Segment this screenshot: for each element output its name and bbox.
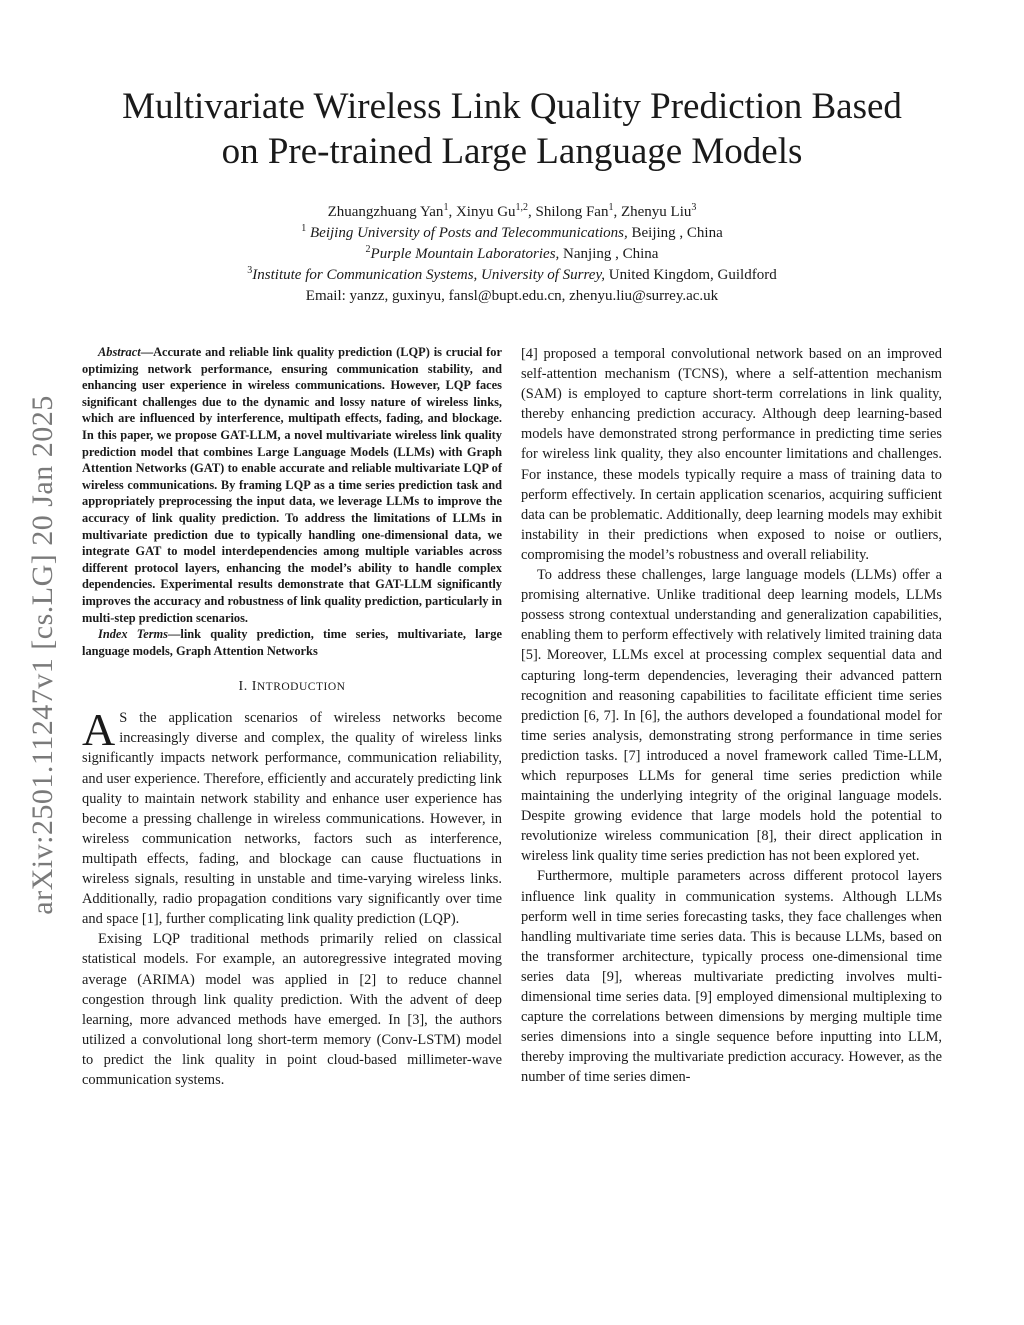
- affiliation-1: $^1$ Beijing University of Posts and Telecommunications, Beijing , China: [301, 223, 723, 241]
- author-affiliation-mark: 1: [443, 202, 449, 213]
- intro-paragraph-2: Exising LQP traditional methods primarily relied on classical statistical models. For example, an autoregressive integrated moving average (ARIMA) model was applied in [2] to reduce channel congestion through link quality prediction. With the advent of deep learning, more advanced methods have emerged. In [3], the authors utilized a convolutional long short-term memory (Conv-LSTM) model to predict the link quality in point cloud-based millimeter-wave communication systems.: [82, 931, 502, 1088]
- author-name: Shilong Fan: [535, 204, 609, 220]
- abstract-text: Accurate and reliable link quality prediction (LQP) is crucial for optimizing network performance, ensuring communication stability, and enhancing user experience in wireless communications. However, LQP faces significant challenges due to the dynamic and lossy nature of wireless links, which are influenced by interference, multipath effects, fading, and blockage. In this paper, we propose GAT-LLM, a novel multivariate wireless link quality prediction model that combines Large Language Models (LLMs) with Graph Attention Networks (GAT) to enable accurate and reliable multivariate LQP of wireless communications. By framing LQP as a time series prediction task and appropriately preprocessing the input data, we leverage LLMs to improve the accuracy of link quality prediction. To address the limitations of LLMs in multivariate prediction due to typically handling one-dimensional data, we integrate GAT to model interdependencies among multiple variables across different protocol layers, enhancing the model’s ability to handle complex dependencies. Experimental results demonstrate that GAT-LLM significantly improves the accuracy and robustness of link quality prediction, particularly in multi-step prediction scenarios.: [82, 345, 502, 625]
- author-list: Zhuangzhuang Yan$^1$, Xinyu Gu$^{1,2}$, Shilong Fan$^1$, Zhenyu Liu$^3$: [327, 202, 697, 220]
- drop-cap: A: [82, 704, 116, 756]
- author-name: Zhuangzhuang Yan: [327, 204, 444, 220]
- author-affiliation-mark: 3: [691, 202, 697, 213]
- abstract-label: Abstract: [98, 345, 141, 359]
- title-line-1: Multivariate Wireless Link Quality Prediction Based: [122, 86, 902, 127]
- intro-paragraph-3: [4] proposed a temporal convolutional network based on an improved self-attention mechanism (TCNS), where a self-attention mechanism (SAM) is employed to capture short-term correlations in link quality, thereby enhancing prediction accuracy. Although deep learning-based models have demonstrated strong performance in predicting time series for wireless link quality, they also encounter limitations and challenges. For instance, these models typically require a mass of training data to perform effectively. In certain application scenarios, acquiring sufficient data can be problematic. Additionally, deep learning models may exhibit instability in their predictions when exposed to noise or outliers, compromising the model’s robustness and overall reliability.: [521, 346, 942, 563]
- affiliation-2: $^2$Purple Mountain Laboratories, Nanjing , China: [365, 244, 659, 262]
- affiliation-3: $^3$Institute for Communication Systems, University of Surrey, United Kingdom, Guildford: [247, 265, 777, 283]
- index-terms: Index Terms—link quality prediction, time series, multivariate, large language models, Graph Attention Networks: [82, 627, 502, 658]
- author-emails: Email: yanzz, guxinyu, fansl@bupt.edu.cn, zhenyu.liu@surrey.ac.uk: [305, 288, 719, 304]
- paper-title: [0, 84, 1024, 174]
- index-terms-text: link quality prediction, time series, multivariate, large language models, Graph Attention Networks: [82, 627, 502, 658]
- intro-paragraph-1: A S the application scenarios of wireless networks become increasingly diverse and complex, the quality of wireless links significantly impacts network performance, communication reliability, and user experience. Therefore, efficiently and accurately predicting link quality to maintain network stability and enhance user experience has become a pressing challenge in wireless communications. However, in wireless communication networks, factors such as interference, multipath effects, fading, and blockage can cause fluctuations in wireless signals, resulting in unstable and time-varying wireless links. Additionally, radio propagation conditions vary significantly over time and space [1], further complicating link quality prediction (LQP).: [82, 704, 502, 928]
- abstract: Abstract—Accurate and reliable link quality prediction (LQP) is crucial for optimizing network performance, ensuring communication stability, and enhancing user experience in wireless communications. However, LQP faces significant challenges due to the dynamic and lossy nature of wireless links, which are influenced by interference, multipath effects, fading, and blockage. In this paper, we propose GAT-LLM, a novel multivariate wireless link quality prediction model that combines Large Language Models (LLMs) with Graph Attention Networks (GAT) to enable accurate and reliable multivariate LQP of wireless communications. By framing LQP as a time series prediction task and appropriately preprocessing the input data, we leverage LLMs to improve the accuracy of link quality prediction. To address the limitations of LLMs in multivariate prediction due to typically handling one-dimensional data, we integrate GAT to model interdependencies among multiple variables across different protocol layers, enhancing the model’s ability to handle complex dependencies. Experimental results demonstrate that GAT-LLM significantly improves the accuracy and robustness of link quality prediction, particularly in multi-step prediction scenarios.: [82, 345, 502, 625]
- index-terms-label: Index Terms: [98, 627, 168, 642]
- author-affiliation-mark: 1: [608, 202, 614, 213]
- title-line-2: on Pre-trained Large Language Models: [221, 131, 803, 172]
- intro-paragraph-5: Furthermore, multiple parameters across different protocol layers influence link quality in communication systems. Although LLMs perform well in time series forecasting tasks, they face challenges when handling multivariate time series data. This is because LLMs, based on the transformer architecture, typically process one-dimensional time series data [9], whereas multivariate predicting involves multi-dimensional time series data. [9] employed dimensional multiplexing to capture the correlations between dimensions by merging multiple time series dimensions into a single sequence before inputting into LLM, thereby improving the multivariate prediction accuracy. However, as the number of time series dimen-: [521, 868, 942, 1086]
- intro-paragraph-4: To address these challenges, large language models (LLMs) offer a promising alternative. Unlike traditional deep learning models, LLMs possess strong contextual understanding and generalization capabilities, enabling them to perform effectively with relatively limited training data [5]. Moreover, LLMs excel at processing complex sequential data and capturing long-term dependencies, leveraging their advanced pattern recognition and reasoning capabilities to facilitate efficient time series prediction [6, 7]. In [6], the authors developed a foundational model for time series analysis, demonstrating strong performance in time series prediction tasks. [7] introduced a novel framework called Time-LLM, which repurposes LLMs for general time series prediction while maintaining the underlying integrity of the original language models. Despite growing evidence that large models hold the potential to revolutionize wireless communication [8], their direct application in wireless link quality time series prediction has not been explored yet.: [521, 567, 942, 865]
- left-column: [82, 344, 502, 1090]
- right-column: [521, 344, 942, 1087]
- arxiv-identifier: arXiv:2501.11247v1 [cs.LG] 20 Jan 2025: [26, 395, 59, 915]
- author-block: [0, 202, 1024, 307]
- author-affiliation-mark: 1,2: [515, 202, 529, 213]
- section-heading-introduction: I. INTRODUCTION: [238, 679, 346, 695]
- author-name: Zhenyu Liu: [620, 204, 692, 220]
- author-name: Xinyu Gu: [455, 204, 516, 220]
